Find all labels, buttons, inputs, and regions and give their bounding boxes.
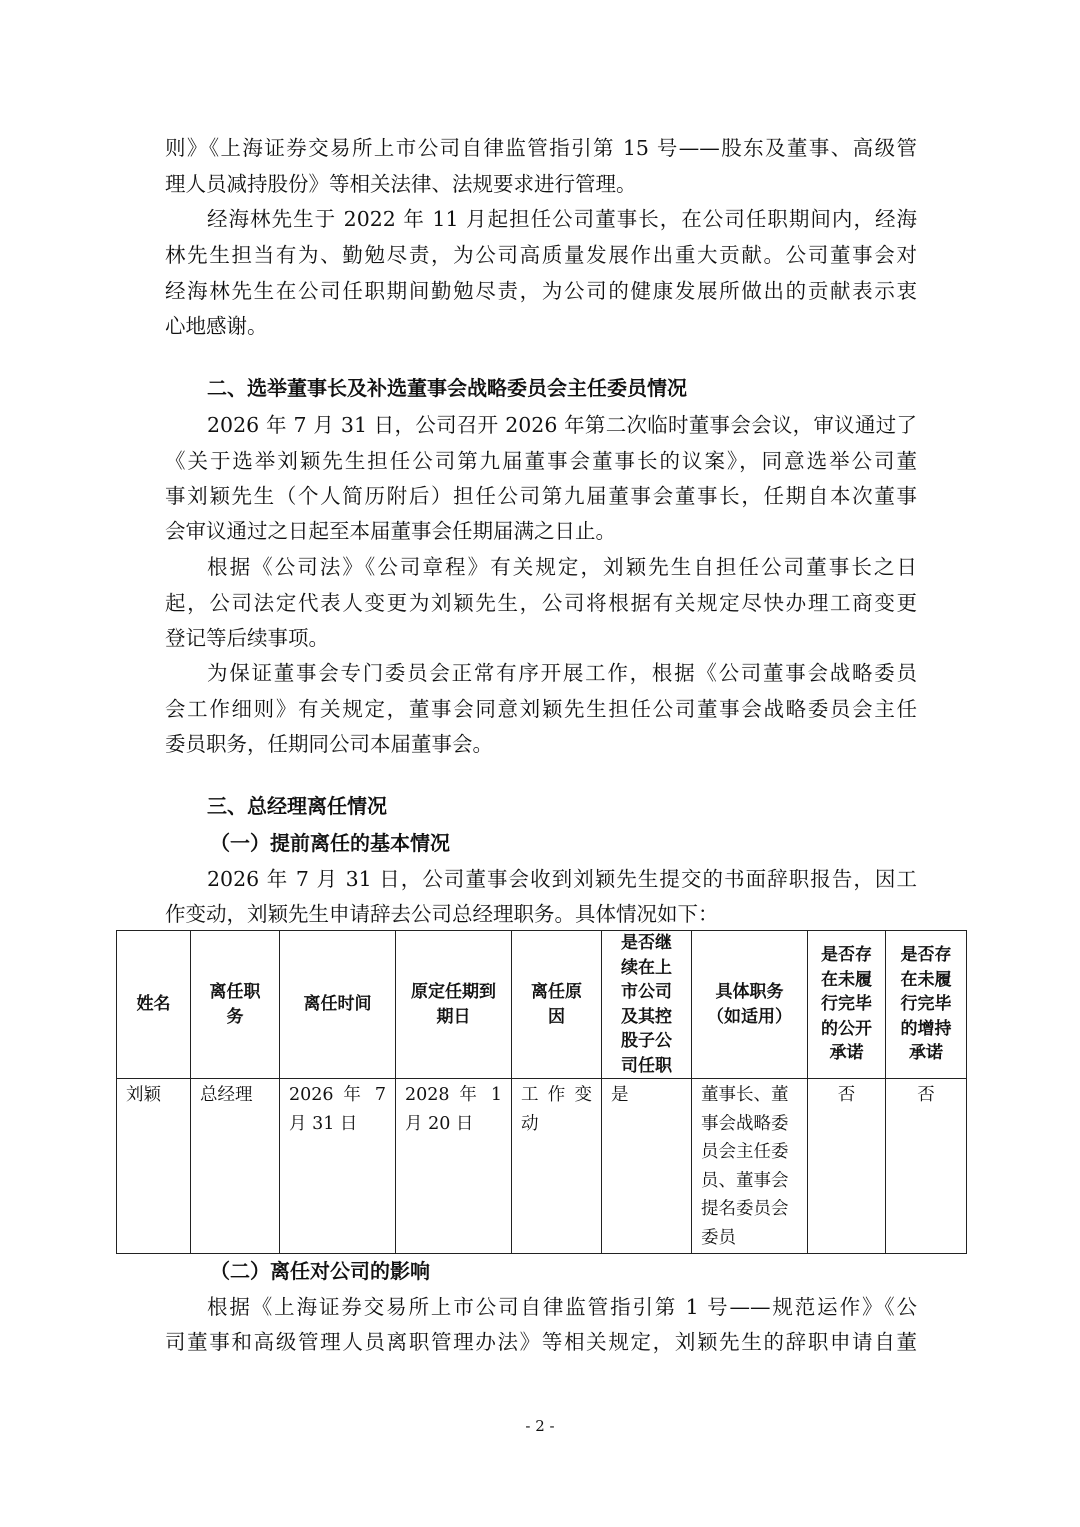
section-2-p3-line-3: 委员职务，任期同公司本届董事会。 (165, 732, 493, 756)
header-name: 姓名 (117, 931, 191, 1079)
page-number: - 2 - (525, 1417, 555, 1435)
cell-name: 刘颖 (117, 1079, 191, 1254)
header-public-commitment: 是否存 在未履 行完毕 的公开 承诺 (808, 931, 886, 1079)
cell-public-commitment: 否 (808, 1079, 886, 1254)
thanks-line-2: 林先生担当有为、勤勉尽责，为公司高质量发展作出重大贡献。公司董事会对 (165, 243, 917, 267)
thanks-line-3: 经海林先生在公司任职期间勤勉尽责，为公司的健康发展所做出的贡献表示衷 (165, 279, 917, 303)
section-2-p2-line-3: 登记等后续事项。 (165, 626, 329, 650)
thanks-line-4: 心地感谢。 (165, 314, 268, 338)
intro-line-2: 理人员减持股份》等相关法律、法规要求进行管理。 (165, 172, 637, 196)
section-2-p3-line-1: 为保证董事会专门委员会正常有序开展工作，根据《公司董事会战略委员 (207, 661, 917, 685)
section-2-p2-line-1: 根据《公司法》《公司章程》有关规定，刘颖先生自担任公司董事长之日 (207, 555, 917, 579)
table-header-row (117, 931, 967, 1079)
section-3-p1-line-2: 作变动，刘颖先生申请辞去公司总经理职务。具体情况如下： (165, 902, 719, 926)
section-3-p2-line-2: 司董事和高级管理人员离职管理办法》等相关规定，刘颖先生的辞职申请自董 (165, 1330, 917, 1354)
section-2-heading: 二、选举董事长及补选董事会战略委员会主任委员情况 (207, 376, 687, 400)
header-continue: 是否继 续在上 市公司 及其控 股子公 司任职 (602, 931, 692, 1079)
section-2-p3-line-2: 会工作细则》有关规定，董事会同意刘颖先生担任公司董事会战略委员会主任 (165, 697, 917, 721)
section-3-sub1-heading: （一）提前离任的基本情况 (210, 831, 450, 855)
section-2-p1-line-3: 事刘颖先生（个人简历附后）担任公司第九届董事会董事长，任期自本次董事 (165, 484, 917, 508)
resignation-table (116, 930, 967, 1254)
header-duties: 具体职务 （如适用） (692, 931, 808, 1079)
cell-term-end: 2028 年 1 月 20 日 (396, 1079, 512, 1254)
header-reason: 离任原 因 (512, 931, 602, 1079)
table-row (117, 1079, 967, 1254)
cell-leave-date: 2026 年 7 月 31 日 (280, 1079, 396, 1254)
thanks-line-1: 经海林先生于 2022 年 11 月起担任公司董事长，在公司任职期间内，经海 (207, 207, 917, 231)
section-3-heading: 三、总经理离任情况 (207, 794, 387, 818)
section-2-p1-line-1: 2026 年 7 月 31 日，公司召开 2026 年第二次临时董事会会议，审议通过了 (207, 413, 917, 437)
header-leave-date: 离任时间 (280, 931, 396, 1079)
cell-reason: 工作变 动 (512, 1079, 602, 1254)
header-term-end: 原定任期到 期日 (396, 931, 512, 1079)
section-2-p1-line-4: 会审议通过之日起至本届董事会任期届满之日止。 (165, 519, 616, 543)
header-position: 离任职 务 (191, 931, 280, 1079)
cell-position: 总经理 (191, 1079, 280, 1254)
cell-increase-commitment: 否 (886, 1079, 967, 1254)
section-3-sub2-heading: （二）离任对公司的影响 (210, 1259, 430, 1283)
section-3-p1-line-1: 2026 年 7 月 31 日，公司董事会收到刘颖先生提交的书面辞职报告，因工 (207, 867, 917, 891)
header-increase-commitment: 是否存 在未履 行完毕 的增持 承诺 (886, 931, 967, 1079)
cell-continue: 是 (602, 1079, 692, 1254)
section-2-p2-line-2: 起，公司法定代表人变更为刘颖先生，公司将根据有关规定尽快办理工商变更 (165, 591, 917, 615)
intro-line-1: 则》《上海证券交易所上市公司自律监管指引第 15 号——股东及董事、高级管 (165, 136, 917, 160)
cell-duties: 董事长、董 事会战略委 员会主任委 员、董事会 提名委员会 委员 (692, 1079, 808, 1254)
section-2-p1-line-2: 《关于选举刘颖先生担任公司第九届董事会董事长的议案》，同意选举公司董 (165, 449, 917, 473)
section-3-p2-line-1: 根据《上海证券交易所上市公司自律监管指引第 1 号——规范运作》《公 (207, 1295, 917, 1319)
